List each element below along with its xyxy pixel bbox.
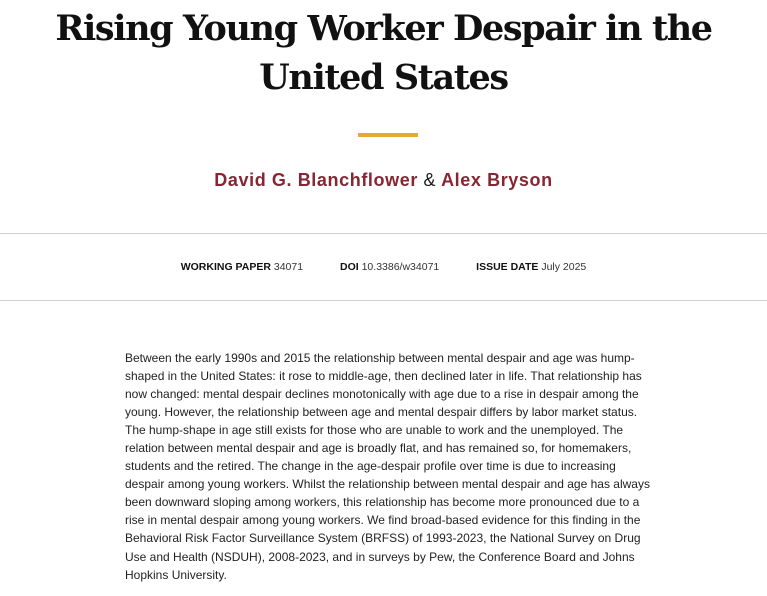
author-link-bryson[interactable]: Alex Bryson (441, 170, 553, 190)
author-list (0, 169, 767, 191)
author-link-blanchflower[interactable]: David G. Blanchflower (214, 170, 418, 190)
title-accent-rule (358, 133, 418, 137)
author-separator: & (423, 170, 437, 190)
working-paper-label: WORKING PAPER (180, 261, 271, 273)
issue-date-value: July 2025 (541, 261, 587, 273)
issue-date-meta (476, 260, 586, 274)
abstract-text: Between the early 1990s and 2015 the relationship between mental despair and age was hump-shaped in the United States: it rose to middle-age, then declined later in life. That relationship has now changed: mental despair declines monotonically with age due to a rise in despair among the young. However, the relationship between age and mental despair differs by labor market status. The hump-shape in age still exists for those who are unable to work and the unemployed. The relation between mental despair and age is broadly flat, and has remained so, for homemakers, students and the retired. The change in the age-despair profile over time is due to increasing despair among young workers. Whilst the relationship between mental despair and age has always been downward sloping among workers, this relationship has become more pronounced due to a rise in mental despair among young workers. We find broad-based evidence for this finding in the Behavioral Risk Factor Surveillance System (BRFSS) of 1993-2023, the National Survey on Drug Use and Health (NSDUH), 2008-2023, and in surveys by Pew, the Conference Board and Johns Hopkins University. (125, 351, 650, 582)
paper-title: Rising Young Worker Despair in the United States (55, 8, 712, 98)
working-paper-meta (181, 260, 303, 274)
issue-date-label: ISSUE DATE (476, 261, 539, 273)
paper-meta-bar (0, 260, 767, 274)
doi-label: DOI (340, 261, 359, 273)
doi-meta (340, 260, 439, 274)
doi-value: 10.3386/w34071 (361, 261, 440, 273)
meta-top-divider (0, 233, 767, 234)
working-paper-number: 34071 (273, 261, 304, 273)
meta-bottom-divider (0, 300, 767, 301)
